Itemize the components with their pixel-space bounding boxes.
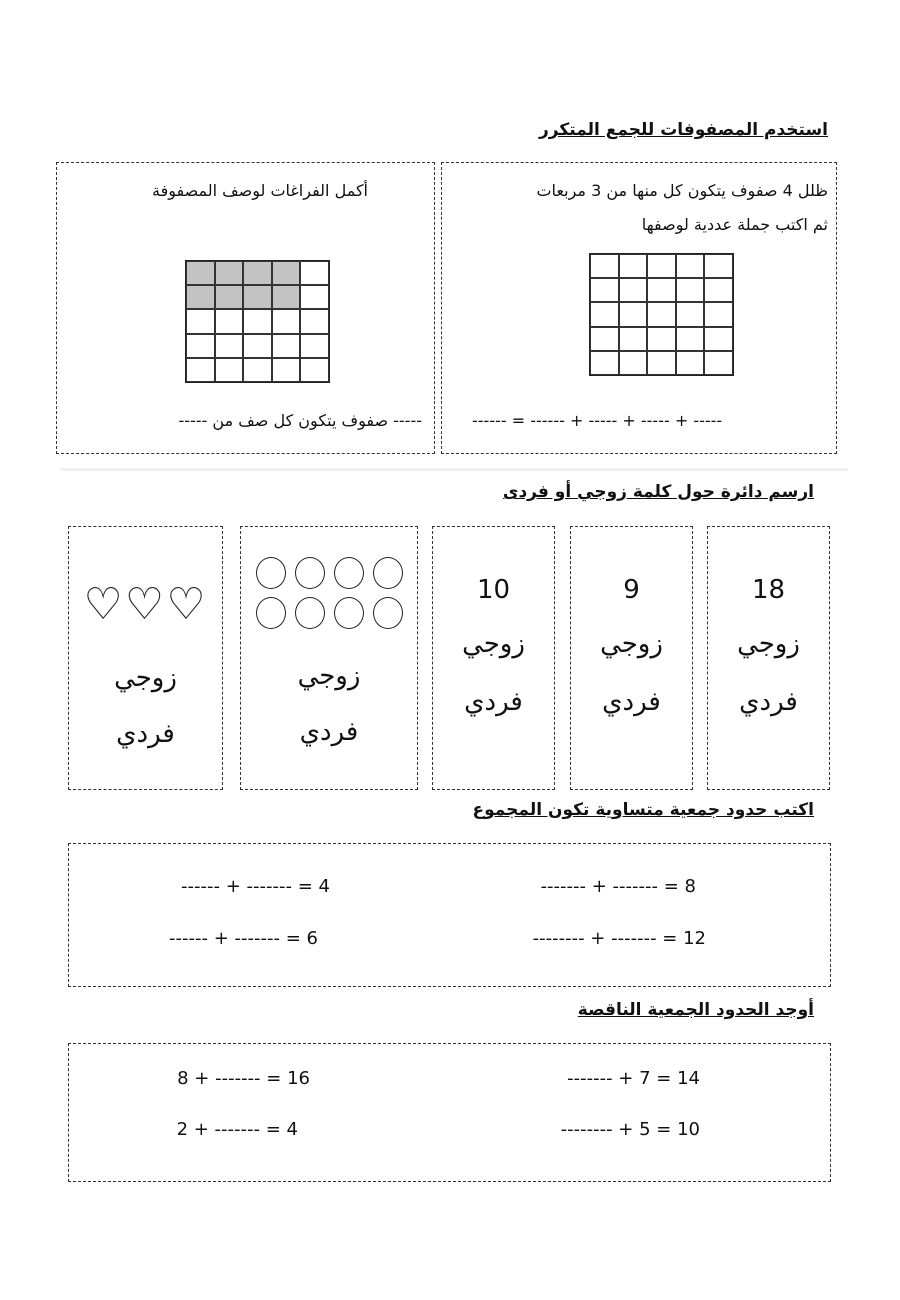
section4-title: أوجد الحدود الجمعية الناقصة [577, 1000, 814, 1020]
grid-cell [186, 309, 215, 333]
odd-option[interactable]: فردي [116, 719, 175, 749]
grid-cell [243, 334, 272, 358]
describe-answer-line[interactable]: ----- صفوف يتكون كل صف من ----- [178, 411, 422, 430]
grid-cell [186, 285, 215, 309]
grid-cell[interactable] [619, 302, 648, 326]
equation-sum-4[interactable]: 4 = ------- + ------ [181, 876, 330, 897]
grid-cell [215, 309, 244, 333]
grid-cell [186, 261, 215, 285]
card-number: 10 [476, 575, 511, 605]
grid-cell [243, 309, 272, 333]
grid-cell[interactable] [704, 351, 733, 375]
even-option[interactable]: زوجي [462, 629, 525, 659]
grid-cell [272, 261, 301, 285]
equation-sum-8[interactable]: 8 = ------- + ------- [540, 876, 696, 897]
circle-icon [295, 597, 325, 629]
grid-cell[interactable] [619, 327, 648, 351]
grid-cell [215, 358, 244, 382]
grid-cell [272, 309, 301, 333]
grid-cell[interactable] [590, 351, 619, 375]
grid-cell [243, 358, 272, 382]
circle-icon [373, 597, 403, 629]
grid-cell [186, 334, 215, 358]
grid-cell[interactable] [619, 351, 648, 375]
equation-sum-6[interactable]: 6 = ------- + ------ [169, 928, 318, 949]
number-card-10 [432, 526, 555, 790]
grid-cell[interactable] [590, 327, 619, 351]
equation-sum-12[interactable]: 12 = ------- + -------- [532, 928, 706, 949]
equation-sum-4b[interactable]: 4 = ------- + 2 [176, 1119, 298, 1140]
grid-cell[interactable] [647, 278, 676, 302]
grid-cell [243, 261, 272, 285]
even-option[interactable]: زوجي [737, 629, 800, 659]
section-divider [60, 468, 848, 471]
grid-cell[interactable] [676, 351, 705, 375]
describe-array-task-box [56, 162, 435, 454]
grid-cell [272, 358, 301, 382]
blank-array-grid[interactable] [589, 253, 734, 376]
section1-title: استخدم المصفوفات للجمع المتكرر [539, 120, 828, 140]
section3-title: اكتب حدود جمعية متساوية تكون المجموع [472, 800, 814, 820]
circle-icon [256, 597, 286, 629]
grid-cell[interactable] [647, 327, 676, 351]
grid-cell [300, 309, 329, 333]
equation-sum-10[interactable]: 10 = 5 + -------- [560, 1119, 700, 1140]
grid-cell[interactable] [647, 351, 676, 375]
grid-cell [272, 334, 301, 358]
circle-icon [334, 597, 364, 629]
odd-option[interactable]: فردي [739, 687, 798, 717]
grid-cell [300, 334, 329, 358]
even-option[interactable]: زوجي [114, 663, 177, 693]
grid-cell[interactable] [619, 254, 648, 278]
grid-cell[interactable] [704, 254, 733, 278]
circle-icon [295, 557, 325, 589]
shaded-array-grid [185, 260, 330, 383]
grid-cell [243, 285, 272, 309]
grid-cell[interactable] [590, 254, 619, 278]
grid-cell[interactable] [704, 327, 733, 351]
circles-group [256, 557, 403, 629]
grid-cell[interactable] [676, 254, 705, 278]
grid-cell[interactable] [647, 302, 676, 326]
grid-cell[interactable] [647, 254, 676, 278]
odd-option[interactable]: فردي [464, 687, 523, 717]
equal-addends-box [68, 843, 831, 987]
grid-cell [186, 358, 215, 382]
heart-icon-group: ♡♡♡ [83, 579, 208, 630]
grid-cell[interactable] [676, 302, 705, 326]
odd-option[interactable]: فردي [299, 717, 359, 747]
circle-icon [256, 557, 286, 589]
grid-cell[interactable] [704, 302, 733, 326]
equation-sum-14[interactable]: 14 = 7 + ------- [567, 1068, 700, 1089]
section2-title: ارسم دائرة حول كلمة زوجي أو فردى [502, 482, 814, 502]
grid-cell [215, 334, 244, 358]
circle-icon [334, 557, 364, 589]
shade-instruction-1: ظلل 4 صفوف يتكون كل منها من 3 مربعات [536, 181, 828, 200]
even-option[interactable]: زوجي [297, 661, 361, 691]
grid-cell [300, 358, 329, 382]
number-card-9 [570, 526, 693, 790]
odd-option[interactable]: فردي [602, 687, 661, 717]
grid-cell[interactable] [676, 278, 705, 302]
even-option[interactable]: زوجي [600, 629, 663, 659]
grid-cell [215, 261, 244, 285]
shade-instruction-2: ثم اكتب جملة عددية لوصفها [641, 215, 828, 234]
number-sentence-answer-line[interactable]: ------ = ------ + ----- + ----- + ----- [472, 411, 723, 430]
grid-cell [300, 285, 329, 309]
grid-cell [272, 285, 301, 309]
grid-cell[interactable] [590, 278, 619, 302]
card-number: 18 [751, 575, 786, 605]
equation-sum-16[interactable]: 16 = ------- + 8 [177, 1068, 310, 1089]
hearts-card [68, 526, 223, 790]
grid-cell [215, 285, 244, 309]
grid-cell[interactable] [590, 302, 619, 326]
card-number: 9 [623, 575, 640, 605]
circles-card [240, 526, 418, 790]
circle-icon [373, 557, 403, 589]
grid-cell[interactable] [619, 278, 648, 302]
number-card-18 [707, 526, 830, 790]
describe-instruction: أكمل الفراغات لوصف المصفوفة [152, 181, 368, 200]
grid-cell[interactable] [704, 278, 733, 302]
grid-cell[interactable] [676, 327, 705, 351]
grid-cell [300, 261, 329, 285]
array-shade-task-box [441, 162, 837, 454]
missing-addends-box [68, 1043, 831, 1182]
